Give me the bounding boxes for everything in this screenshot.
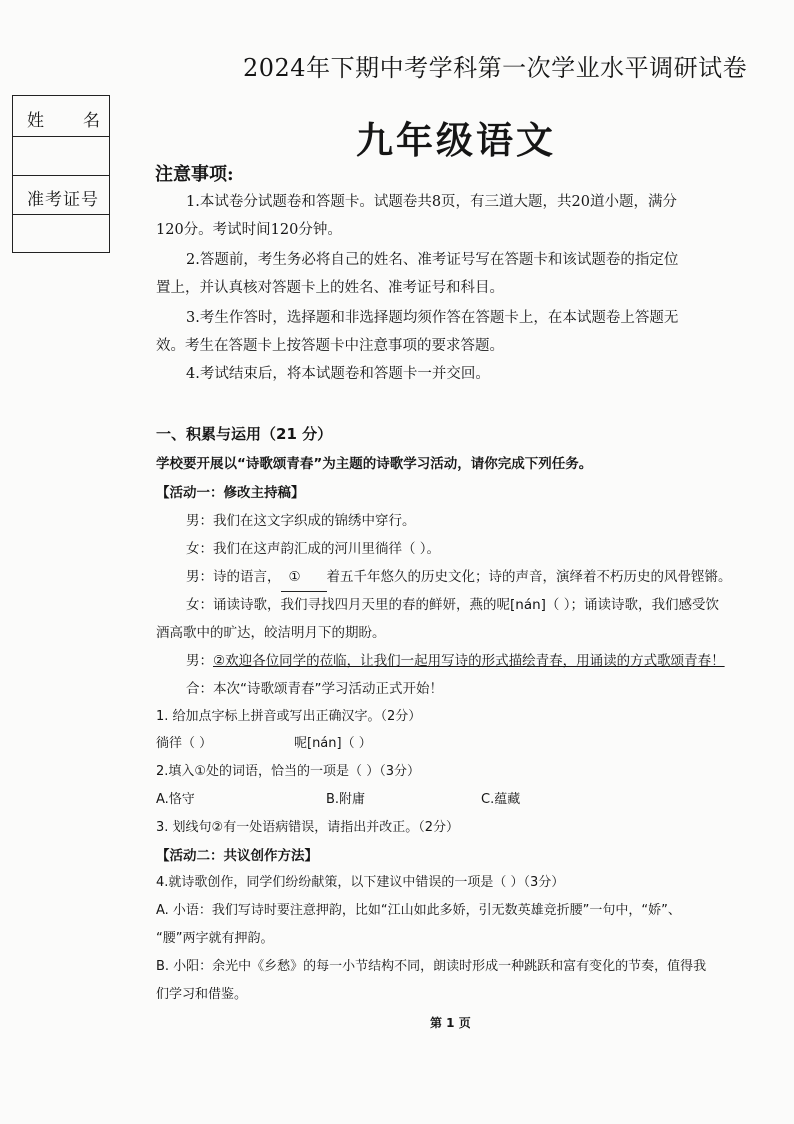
name-field[interactable] (13, 137, 109, 176)
id-label-cell (13, 176, 109, 215)
blank-1[interactable] (281, 563, 327, 592)
name-label-2: 名 (83, 111, 100, 131)
blank-1-mark: ① (288, 569, 301, 585)
script-line-3 (186, 563, 732, 592)
script-line-5: 酒高歌中的旷达，皎洁明月下的期盼。 (156, 625, 386, 641)
underlined-sentence-2: ②欢迎各位同学的莅临，让我们一起用写诗的形式描绘青春，用诵读的方式歌颂青春！ (213, 653, 725, 669)
notice-line-4: 置上，并认真核对答题卡上的姓名、准考证号和科目。 (156, 280, 504, 296)
id-field[interactable] (13, 215, 109, 253)
question-3: 3. 划线句②有一处语病错误，请指出并改正。（2分） (156, 820, 459, 835)
notice-line-1: 1.本试卷分试题卷和答题卡。试题卷共8页，有三道大题，共20道小题，满分 (186, 194, 678, 210)
activity-1-heading: 【活动一：修改主持稿】 (156, 485, 305, 501)
question-4-option-b-line-1: B. 小阳：余光中《乡愁》的每一小节结构不同，朗读时形成一种跳跃和富有变化的节奏，值得我 (156, 959, 707, 974)
script-line-6 (186, 647, 725, 675)
page-number: 第 1 页 (430, 1016, 471, 1030)
question-1: 1. 给加点字标上拼音或写出正确汉字。（2分） (156, 709, 422, 724)
script-line-1: 男：我们在这文字织成的锦绣中穿行。 (186, 513, 416, 529)
question-4-option-b-line-2: 们学习和借鉴。 (156, 987, 248, 1002)
script-line-4: 女：诵读诗歌，我们寻找四月天里的春的鲜妍，燕的呢[nán]（ ）；诵读诗歌，我们感受饮 (186, 597, 719, 613)
subject-title: 九年级语文 (356, 118, 556, 162)
notice-line-3: 2.答题前，考生务必将自己的姓名、准考证号写在答题卡和该试题卷的指定位 (186, 252, 679, 268)
activity-2-heading: 【活动二：共议创作方法】 (156, 848, 318, 864)
section-1-intro: 学校要开展以“诗歌颂青春”为主题的诗歌学习活动，请你完成下列任务。 (156, 456, 593, 472)
question-2-option-c: C.蕴藏 (481, 792, 521, 807)
question-1-item-b: 呢[nán]（ ） (294, 736, 372, 751)
notice-line-6: 效。考生在答题卡上按答题卡中注意事项的要求答题。 (156, 338, 504, 354)
script-line-7: 合：本次“诗歌颂青春”学习活动正式开始！ (186, 681, 443, 697)
notice-heading: 注意事项: (155, 164, 234, 185)
script-line-2: 女：我们在这声韵汇成的河川里徜徉（ ）。 (186, 541, 441, 557)
script-line-6-part-a: 男： (186, 653, 213, 669)
section-1-heading: 一、积累与运用（21 分） (156, 425, 333, 443)
notice-line-5: 3.考生作答时，选择题和非选择题均须作答在答题卡上，在本试题卷上答题无 (186, 310, 679, 326)
id-label: 准考证号 (27, 190, 99, 210)
notice-line-7: 4.考试结束后，将本试题卷和答题卡一并交回。 (186, 366, 490, 382)
script-line-3-part-a: 男：诗的语言， (186, 569, 281, 585)
exam-title: 2024年下期中考学科第一次学业水平调研试卷 (243, 54, 748, 82)
question-4-option-a-line-2: “腰”两字就有押韵。 (156, 931, 274, 946)
notice-line-2: 120分。考试时间120分钟。 (156, 222, 342, 238)
question-4-option-a-line-1: A. 小语：我们写诗时要注意押韵，比如“江山如此多娇，引无数英雄竞折腰”一句中，“娇”、 (156, 903, 681, 918)
question-4: 4.就诗歌创作，同学们纷纷献策，以下建议中错误的一项是（ ）（3分） (156, 875, 565, 890)
script-line-3-part-b: 着五千年悠久的历史文化；诗的声音，演绎着不朽历史的风骨铿锵。 (326, 569, 732, 585)
question-2-option-b: B.附庸 (326, 792, 366, 807)
name-id-box (12, 95, 110, 253)
question-2-option-a: A.恪守 (156, 792, 195, 807)
question-2: 2.填入①处的词语，恰当的一项是（ ）（3分） (156, 764, 420, 779)
name-label-1: 姓 (27, 111, 44, 131)
question-1-item-a: 徜徉（ ） (156, 736, 213, 751)
name-label-cell (13, 96, 109, 137)
